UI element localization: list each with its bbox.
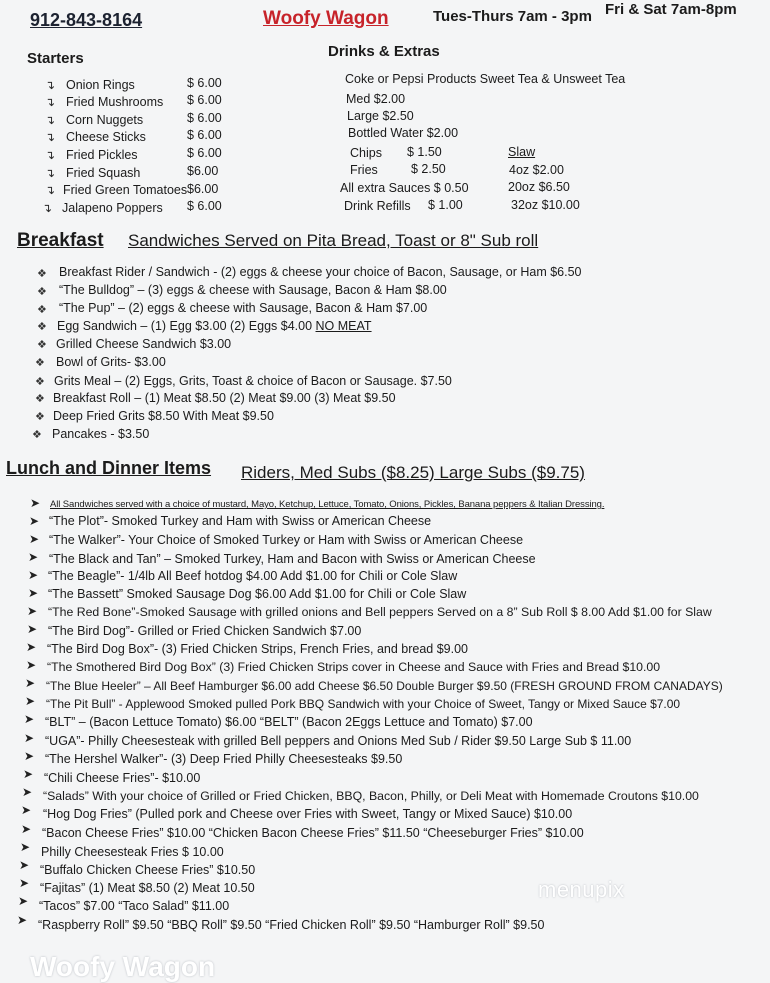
- starter-name: Cheese Sticks: [66, 130, 146, 144]
- lunch-item: “The Black and Tan” – Smoked Turkey, Ham and Bacon with Swiss or American Cheese: [49, 552, 536, 566]
- chevron-bullet-icon: ➤: [26, 658, 37, 672]
- starter-price: $ 6.00: [187, 128, 222, 142]
- breakfast-item: Breakfast Rider / Sandwich - (2) eggs & cheese your choice of Bacon, Sausage, or Ham $6.50: [59, 265, 582, 279]
- lunch-item: “The Hershel Walker”- (3) Deep Fried Philly Cheesesteaks $9.50: [45, 752, 403, 766]
- starters-heading: Starters: [27, 50, 84, 67]
- starter-name: Fried Squash: [66, 166, 141, 180]
- lunch-item: “UGA”- Philly Cheesesteak with grilled Bell peppers and Onions Med Sub / Rider $9.50 Large Sub $ 11.00: [45, 734, 632, 748]
- arrow-bullet-icon: ↴: [42, 201, 53, 215]
- diamond-bullet-icon: ❖: [32, 429, 42, 441]
- chevron-bullet-icon: ➤: [21, 822, 32, 836]
- breakfast-item: Grits Meal – (2) Eggs, Grits, Toast & choice of Bacon or Sausage. $7.50: [54, 374, 452, 388]
- arrow-bullet-icon: ↴: [45, 166, 56, 180]
- chevron-bullet-icon: ➤: [29, 514, 40, 528]
- arrow-bullet-icon: ↴: [45, 113, 56, 127]
- starter-name: Fried Green Tomatoes: [63, 183, 188, 197]
- breakfast-heading: Breakfast: [17, 230, 104, 251]
- lunch-item: “Bacon Cheese Fries” $10.00 “Chicken Bacon Cheese Fries” $11.50 “Cheeseburger Fries” $10.00: [42, 826, 584, 840]
- chevron-bullet-icon: ➤: [18, 894, 29, 908]
- extra-sauces: All extra Sauces $ 0.50: [340, 181, 469, 195]
- lunch-subheading: Riders, Med Subs ($8.25) Large Subs ($9.75): [241, 463, 585, 482]
- diamond-bullet-icon: ❖: [35, 376, 45, 388]
- diamond-bullet-icon: ❖: [35, 393, 45, 405]
- starter-name: Corn Nuggets: [66, 113, 144, 127]
- condiments-note: All Sandwiches served with a choice of mustard, Mayo, Ketchup, Lettuce, Tomato, Onions, Pickles, Banana peppers & Italian Dressing.: [50, 499, 605, 510]
- chevron-bullet-icon: ➤: [17, 913, 28, 927]
- breakfast-item: Breakfast Roll – (1) Meat $8.50 (2) Meat $9.00 (3) Meat $9.50: [53, 391, 396, 405]
- breakfast-item-egg-sandwich: [57, 319, 372, 333]
- chevron-bullet-icon: ➤: [27, 622, 38, 636]
- chevron-bullet-icon: ➤: [24, 749, 35, 763]
- lunch-item: “The Blue Heeler” – All Beef Hamburger $6.00 add Cheese $6.50 Double Burger $9.50 (FRESH GROUND FROM CANADAYS): [46, 679, 723, 693]
- chevron-bullet-icon: ➤: [24, 731, 35, 745]
- lunch-item: “The Bird Dog”- Grilled or Fried Chicken Sandwich $7.00: [48, 624, 362, 638]
- extra-fries-label: Fries: [350, 163, 378, 177]
- starter-price: $ 6.00: [187, 111, 222, 125]
- starter-price: $ 6.00: [187, 76, 222, 90]
- diamond-bullet-icon: ❖: [37, 268, 47, 280]
- drink-large: Large $2.50: [347, 109, 414, 123]
- chevron-bullet-icon: ➤: [24, 712, 35, 726]
- diamond-bullet-icon: ❖: [35, 411, 45, 423]
- chevron-bullet-icon: ➤: [22, 785, 33, 799]
- drinks-heading: Drinks & Extras: [328, 43, 440, 60]
- hours-weekday: Tues-Thurs 7am - 3pm: [433, 8, 592, 25]
- lunch-item: “Fajitas” (1) Meat $8.50 (2) Meat 10.50: [40, 881, 255, 895]
- no-meat-note: NO MEAT: [315, 319, 372, 333]
- chevron-bullet-icon: ➤: [23, 767, 34, 781]
- chevron-bullet-icon: ➤: [28, 568, 39, 582]
- starter-name: Onion Rings: [66, 78, 135, 92]
- lunch-item: Philly Cheesesteak Fries $ 10.00: [41, 845, 224, 859]
- slaw-size: 4oz $2.00: [509, 163, 564, 177]
- drink-refills-price: $ 1.00: [428, 198, 463, 212]
- diamond-bullet-icon: ❖: [37, 339, 47, 351]
- diamond-bullet-icon: ❖: [35, 357, 45, 369]
- starter-price: $ 6.00: [187, 199, 222, 213]
- chevron-bullet-icon: ➤: [28, 550, 39, 564]
- lunch-item: “The Beagle”- 1/4lb All Beef hotdog $4.00 Add $1.00 for Chili or Cole Slaw: [48, 569, 458, 583]
- lunch-item: “The Plot”- Smoked Turkey and Ham with Swiss or American Cheese: [49, 514, 432, 528]
- extra-fries-price: $ 2.50: [411, 162, 446, 176]
- starter-price: $ 6.00: [187, 93, 222, 107]
- drink-refills-label: Drink Refills: [344, 199, 411, 213]
- phone-number: 912-843-8164: [30, 10, 143, 30]
- breakfast-subheading: Sandwiches Served on Pita Bread, Toast or 8" Sub roll: [128, 231, 539, 250]
- arrow-bullet-icon: ↴: [45, 78, 56, 92]
- starter-name: Fried Pickles: [66, 148, 138, 162]
- lunch-item: “BLT” – (Bacon Lettuce Tomato) $6.00 “BELT” (Bacon 2Eggs Lettuce and Tomato) $7.00: [45, 715, 533, 729]
- breakfast-item: Bowl of Grits- $3.00: [56, 355, 166, 369]
- chevron-bullet-icon: ➤: [29, 532, 40, 546]
- lunch-item: “Buffalo Chicken Cheese Fries” $10.50: [40, 863, 256, 877]
- egg-sandwich-text: Egg Sandwich – (1) Egg $3.00 (2) Eggs $4.00: [57, 319, 313, 333]
- diamond-bullet-icon: ❖: [37, 304, 47, 316]
- chevron-bullet-icon: ➤: [26, 640, 37, 654]
- diamond-bullet-icon: ❖: [37, 321, 47, 333]
- chevron-bullet-icon: ➤: [19, 876, 30, 890]
- starter-price: $6.00: [187, 164, 219, 178]
- drink-bottled-water: Bottled Water $2.00: [348, 126, 459, 140]
- lunch-item: “Tacos” $7.00 “Taco Salad” $11.00: [39, 899, 230, 913]
- arrow-bullet-icon: ↴: [45, 95, 56, 109]
- slaw-size: 20oz $6.50: [508, 180, 570, 194]
- diamond-bullet-icon: ❖: [37, 286, 47, 298]
- slaw-size: 32oz $10.00: [511, 198, 580, 212]
- breakfast-item: Deep Fried Grits $8.50 With Meat $9.50: [53, 409, 274, 423]
- starter-price: $ 6.00: [187, 146, 222, 160]
- lunch-item: “The Pit Bull” - Applewood Smoked pulled Pork BBQ Sandwich with your Choice of Sweet, Tangy or Mixed Sauce $7.00: [46, 697, 681, 711]
- restaurant-title: Woofy Wagon: [263, 8, 389, 29]
- lunch-item: “The Bassett” Smoked Sausage Dog $6.00 Add $1.00 for Chili or Cole Slaw: [48, 587, 467, 601]
- chevron-bullet-icon: ➤: [28, 586, 39, 600]
- lunch-item: “The Red Bone”-Smoked Sausage with grilled onions and Bell peppers Served on a 8” Sub Roll $ 8.00 Add $1.00 for Slaw: [48, 605, 712, 619]
- breakfast-item: “The Bulldog” – (3) eggs & cheese with Sausage, Bacon & Ham $8.00: [59, 283, 447, 297]
- chevron-bullet-icon: ➤: [20, 840, 31, 854]
- starter-price: $6.00: [187, 182, 219, 196]
- breakfast-item: Pancakes - $3.50: [52, 427, 150, 441]
- starter-name: Jalapeno Poppers: [62, 201, 163, 215]
- footer-watermark: Woofy Wagon: [30, 951, 216, 982]
- lunch-item: “Hog Dog Fries” (Pulled pork and Cheese over Fries with Sweet, Tangy or Mixed Sauce) $10.00: [43, 807, 573, 821]
- lunch-item: “The Walker”- Your Choice of Smoked Turkey or Ham with Swiss or American Cheese: [49, 533, 524, 547]
- lunch-heading: Lunch and Dinner Items: [6, 458, 212, 478]
- lunch-item: “Salads” With your choice of Grilled or Fried Chicken, BBQ, Bacon, Philly, or Deli Meat with Homemade Croutons $10.00: [43, 789, 699, 803]
- chevron-bullet-icon: ➤: [27, 604, 38, 618]
- drink-med: Med $2.00: [346, 92, 406, 106]
- arrow-bullet-icon: ↴: [45, 183, 56, 197]
- extra-chips-label: Chips: [350, 146, 382, 160]
- arrow-bullet-icon: ↴: [45, 148, 56, 162]
- chevron-bullet-icon: ➤: [30, 496, 41, 510]
- drink-line: Coke or Pepsi Products Sweet Tea & Unsweet Tea: [345, 72, 626, 86]
- chevron-bullet-icon: ➤: [25, 694, 36, 708]
- breakfast-item: Grilled Cheese Sandwich $3.00: [56, 337, 232, 351]
- chevron-bullet-icon: ➤: [21, 803, 32, 817]
- chevron-bullet-icon: ➤: [25, 676, 36, 690]
- lunch-item: “The Bird Dog Box”- (3) Fried Chicken Strips, French Fries, and bread $9.00: [47, 642, 469, 656]
- breakfast-item: “The Pup” – (2) eggs & cheese with Sausage, Bacon & Ham $7.00: [59, 301, 428, 315]
- lunch-item: “Raspberry Roll” $9.50 “BBQ Roll” $9.50 “Fried Chicken Roll” $9.50 “Hamburger Roll” $9.50: [38, 918, 545, 932]
- menupix-watermark: menupix: [538, 877, 625, 902]
- slaw-heading: Slaw: [508, 145, 536, 159]
- arrow-bullet-icon: ↴: [45, 130, 56, 144]
- chevron-bullet-icon: ➤: [19, 858, 30, 872]
- lunch-item: “The Smothered Bird Dog Box” (3) Fried Chicken Strips cover in Cheese and Sauce with Fries and Bread $10.00: [47, 660, 661, 674]
- starter-name: Fried Mushrooms: [66, 95, 164, 109]
- hours-weekend: Fri & Sat 7am-8pm: [605, 1, 737, 18]
- lunch-item: “Chili Cheese Fries”- $10.00: [44, 771, 201, 785]
- extra-chips-price: $ 1.50: [407, 145, 442, 159]
